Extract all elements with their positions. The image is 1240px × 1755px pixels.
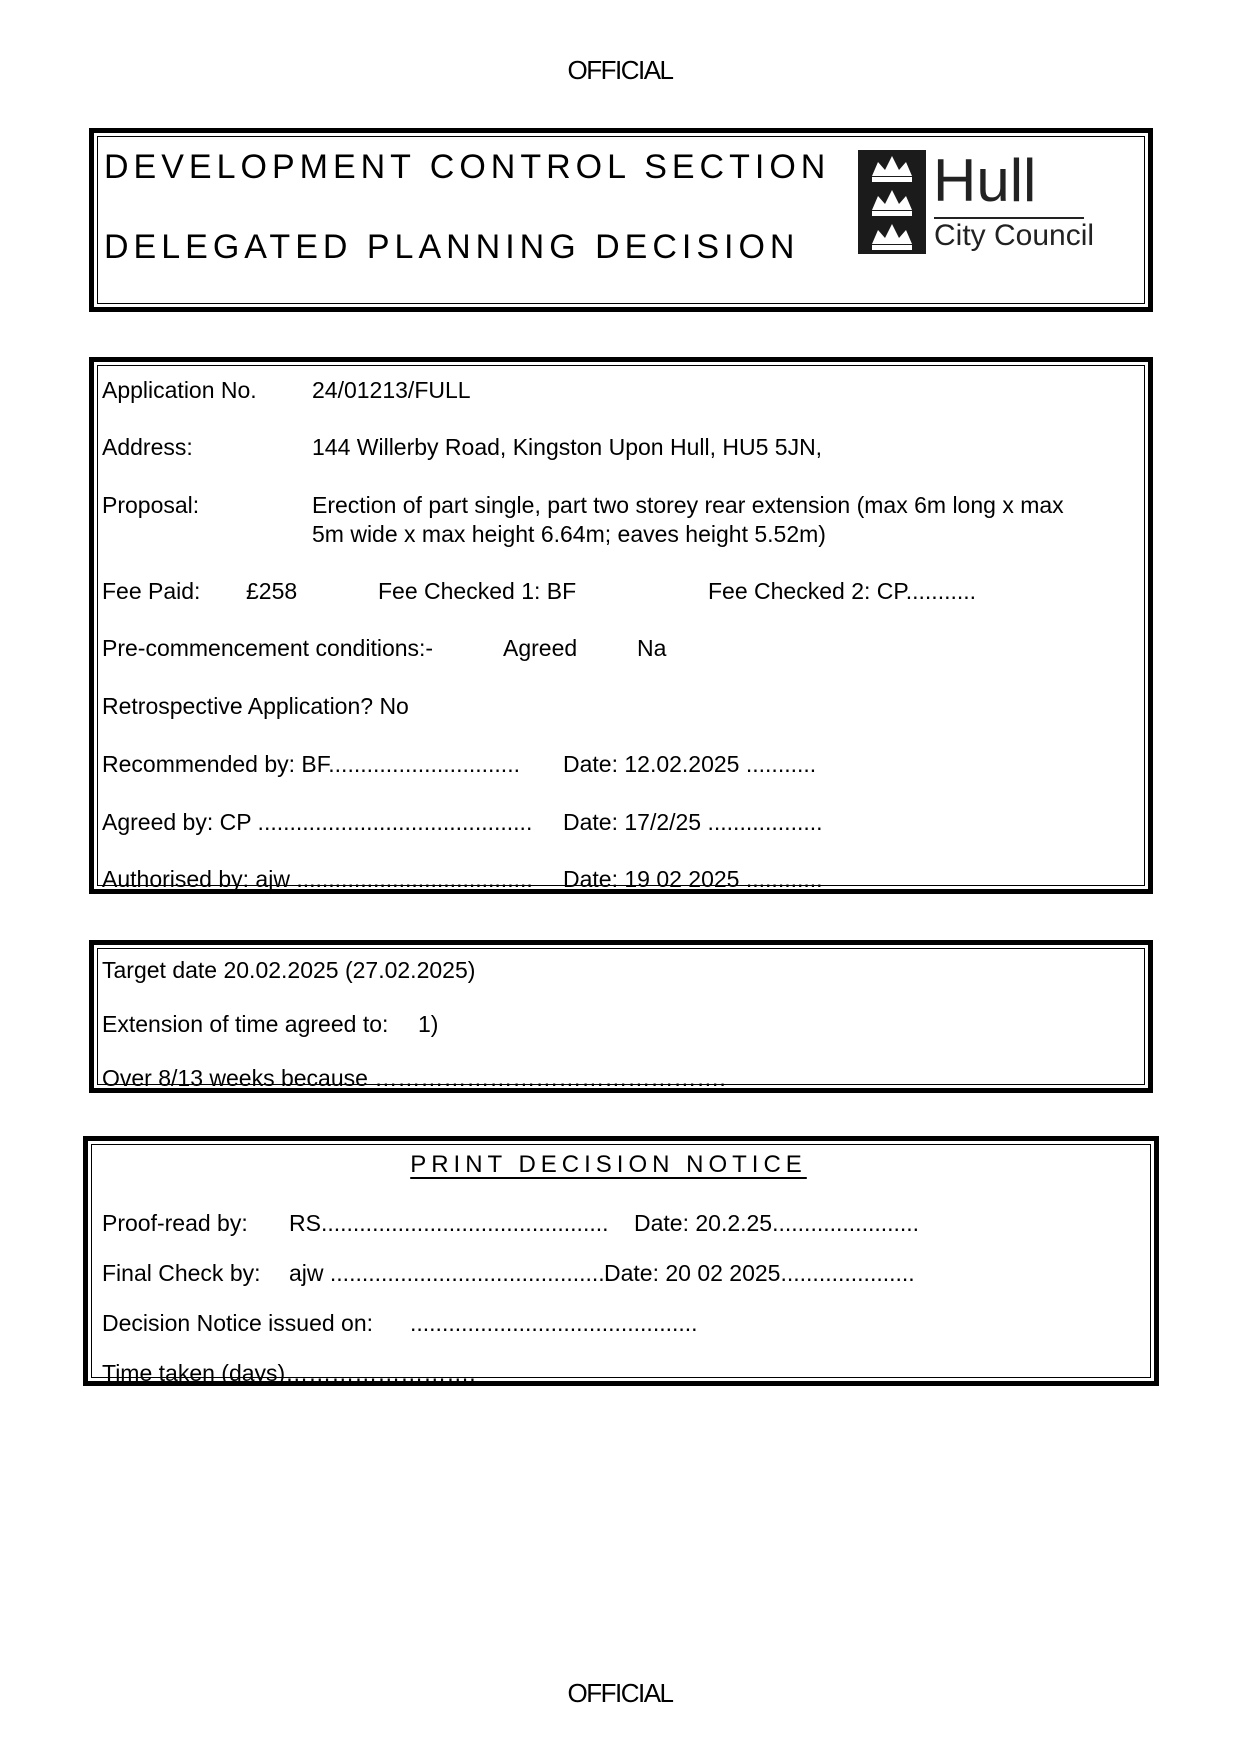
recommended-by: Recommended by: BF..............................	[102, 751, 520, 777]
address-value: 144 Willerby Road, Kingston Upon Hull, HU5 5JN,	[312, 434, 823, 460]
fee-checked-1: Fee Checked 1: BF	[378, 578, 577, 604]
notice-issued-value: .............................................	[410, 1310, 698, 1336]
proposal-line-2: 5m wide x max height 6.64m; eaves height 5.52m)	[312, 521, 826, 547]
proposal-line-1: Erection of part single, part two storey rear extension (max 6m long x max	[312, 492, 1064, 518]
official-marking-bottom: OFFICIAL	[567, 1678, 673, 1708]
application-number-label: Application No.	[102, 377, 257, 403]
address-label: Address:	[102, 434, 193, 460]
precommencement-value: Na	[637, 635, 667, 661]
extension-value: 1)	[418, 1011, 439, 1037]
proofread-date: Date: 20.2.25.......................	[634, 1210, 920, 1236]
print-decision-notice-title: PRINT DECISION NOTICE	[410, 1151, 807, 1178]
time-taken: Time taken (days)…………………….	[102, 1360, 476, 1386]
final-check-by: ajw ............................................	[289, 1260, 612, 1286]
proposal-label: Proposal:	[102, 492, 200, 518]
final-check-label: Final Check by:	[102, 1260, 261, 1286]
three-crowns-shield-icon	[858, 150, 926, 254]
application-details-box	[89, 357, 1153, 894]
fee-paid-value: £258	[246, 578, 298, 604]
authorised-date: Date: 19 02 2025 ............	[563, 866, 823, 892]
fee-paid-label: Fee Paid:	[102, 578, 201, 604]
over-weeks-reason: Over 8/13 weeks because ……………………………………….	[102, 1065, 726, 1091]
fee-checked-2: Fee Checked 2: CP...........	[708, 578, 977, 604]
retrospective-application: Retrospective Application? No	[102, 693, 409, 719]
recommended-date: Date: 12.02.2025 ...........	[563, 751, 817, 777]
timing-box	[89, 940, 1153, 1093]
logo-city-council-text: City Council	[934, 219, 1095, 252]
agreed-date: Date: 17/2/25 ..................	[563, 809, 823, 835]
precommencement-agreed: Agreed	[503, 635, 578, 661]
proofread-by: RS.............................................	[289, 1210, 609, 1236]
target-date: Target date 20.02.2025 (27.02.2025)	[102, 957, 476, 983]
notice-issued-label: Decision Notice issued on:	[102, 1310, 374, 1336]
section-title: DEVELOPMENT CONTROL SECTION	[104, 148, 831, 186]
decision-title: DELEGATED PLANNING DECISION	[104, 228, 800, 266]
precommencement-label: Pre-commencement conditions:-	[102, 635, 434, 661]
logo-hull-text: Hull	[933, 147, 1037, 214]
agreed-by: Agreed by: CP ...........................................	[102, 809, 533, 835]
final-check-date: Date: 20 02 2025.....................	[604, 1260, 915, 1286]
proofread-label: Proof-read by:	[102, 1210, 248, 1236]
decision-notice-box	[83, 1136, 1159, 1386]
application-number: 24/01213/FULL	[312, 377, 471, 403]
authorised-by: Authorised by: ajw .....................................	[102, 866, 533, 892]
header-box	[89, 128, 1153, 312]
official-marking-top: OFFICIAL	[567, 55, 673, 85]
extension-label: Extension of time agreed to:	[102, 1011, 389, 1037]
